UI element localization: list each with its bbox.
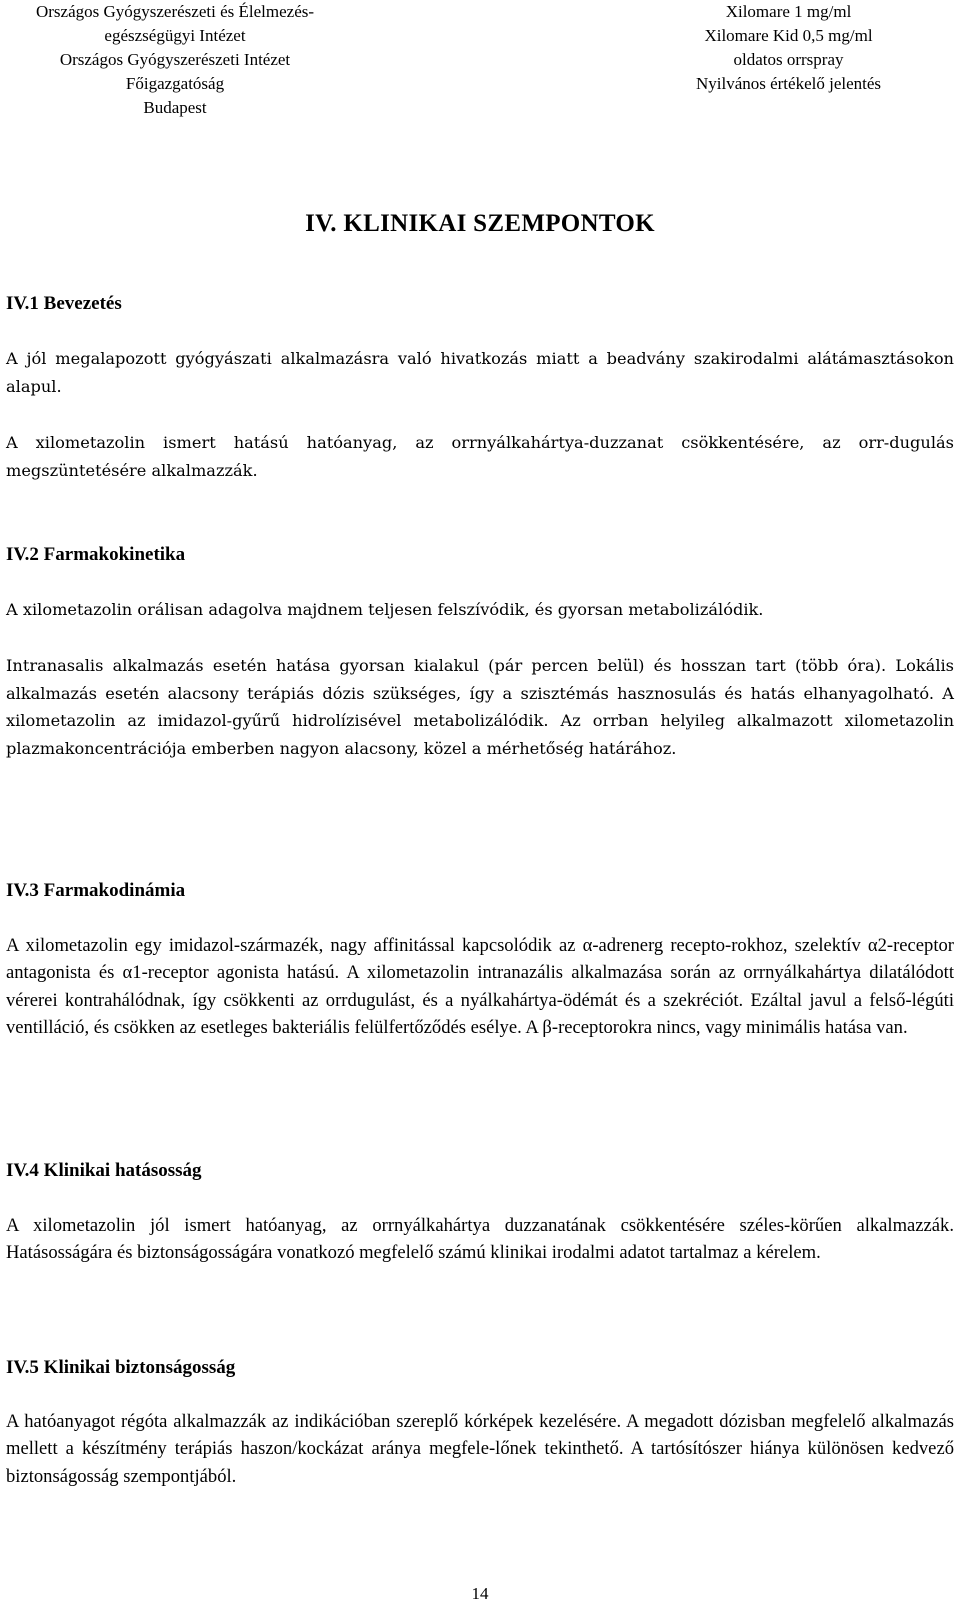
- section-intro: [6, 291, 954, 317]
- section-heading: IV.1 Bevezetés: [6, 293, 122, 314]
- section-heading: IV.2 Farmakokinetika: [6, 544, 186, 565]
- paragraph: A xilometazolin orálisan adagolva majdnem teljesen felszívódik, és gyorsan metabolizálódik.: [6, 600, 764, 619]
- section-clinical-efficacy: [6, 1158, 954, 1184]
- header-right-line: Xilomare 1 mg/ml: [725, 2, 852, 21]
- header-left-line: Budapest: [143, 98, 207, 117]
- section-pharmacodynamics-paragraph-1: [6, 932, 954, 1042]
- chapter-title: IV. KLINIKAI SZEMPONTOK: [305, 210, 655, 237]
- header-institution: [0, 0, 350, 120]
- section-pharmacokinetics-paragraph-1: [6, 596, 954, 624]
- paragraph: A xilometazolin ismert hatású hatóanyag, az orrnyálkahártya-duzzanat csökkentésére, az orr-dugulás megszüntetésére alkalmazzák.: [6, 433, 954, 480]
- paragraph: A jól megalapozott gyógyászati alkalmazásra való hivatkozás miatt a beadvány szakirodalmi alátámasztásokon alapul.: [6, 349, 954, 396]
- section-heading: IV.4 Klinikai hatásosság: [6, 1160, 202, 1181]
- section-clinical-safety: [6, 1355, 954, 1381]
- paragraph: A hatóanyagot régóta alkalmazzák az indikációban szereplő kórképek kezelésére. A megadott dózisban megfelelő alkalmazás mellett a készítmény terápiás haszon/kockázat aránya megfele-lőnek tekinthető. A tartósítószer hiánya különösen kedvező biztonságosság szempontjából.: [6, 1411, 954, 1487]
- section-pharmacokinetics-paragraph-2: [6, 652, 954, 762]
- paragraph: A xilometazolin egy imidazol-származék, nagy affinitással kapcsolódik az α-adrenerg recepto-rokhoz, szelektív α2-receptor antagonista és α1-receptor agonista hatású. A xilometazolin intranazális alkalmazása során az orrnyálkahártya dilatálódott vérerei kontrahálódnak, így csökkenti az orrdugulást, és a nyálkahártya-ödémát és a szekréciót. Ezáltal javul a felső-légúti ventilláció, és csökken az esetleges bakteriális felülfertőződés esélye. A β-receptorokra nincs, vagy minimális hatása van.: [6, 935, 954, 1039]
- header-right-line: Nyilvános értékelő jelentés: [695, 74, 882, 93]
- section-pharmacodynamics: [6, 878, 954, 904]
- section-intro-paragraph-1: [6, 345, 954, 400]
- section-pharmacokinetics: [6, 542, 954, 568]
- header-left-line: Főigazgatóság: [125, 74, 225, 93]
- header-right-line: Xilomare Kid 0,5 mg/ml: [704, 26, 873, 45]
- header-product: [617, 0, 960, 96]
- header-left-line: egészségügyi Intézet: [104, 26, 246, 45]
- header-left-line: Országos Gyógyszerészeti és Élelmezés-: [35, 2, 315, 21]
- paragraph: A xilometazolin jól ismert hatóanyag, az orrnyálkahártya duzzanatának csökkentésére széles-körűen alkalmazzák. Hatásosságára és biztonságosságára vonatkozó megfelelő számú klinikai irodalmi adatot tartalmaz a kérelem.: [6, 1215, 954, 1264]
- section-heading: IV.3 Farmakodinámia: [6, 880, 186, 901]
- page-number: 14: [471, 1584, 489, 1603]
- section-heading: IV.5 Klinikai biztonságosság: [6, 1357, 236, 1378]
- section-clinical-safety-paragraph-1: [6, 1408, 954, 1490]
- header-left-line: Országos Gyógyszerészeti Intézet: [59, 50, 291, 69]
- section-intro-paragraph-2: [6, 429, 954, 484]
- paragraph: Intranasalis alkalmazás esetén hatása gyorsan kialakul (pár percen belül) és hosszan tart (több óra). Lokális alkalmazás esetén alacsony terápiás dózis szükséges, így a szisztémás hasznosulás és hatás elhanyagolható. A xilometazolin az imidazol-gyűrű hidrolízisével metabolizálódik. Az orrban helyileg alkalmazott xilometazolin plazmakoncentrációja emberben nagyon alacsony, közel a mérhetőség határához.: [6, 656, 954, 758]
- section-clinical-efficacy-paragraph-1: [6, 1212, 954, 1267]
- header-right-line: oldatos orrspray: [733, 50, 844, 69]
